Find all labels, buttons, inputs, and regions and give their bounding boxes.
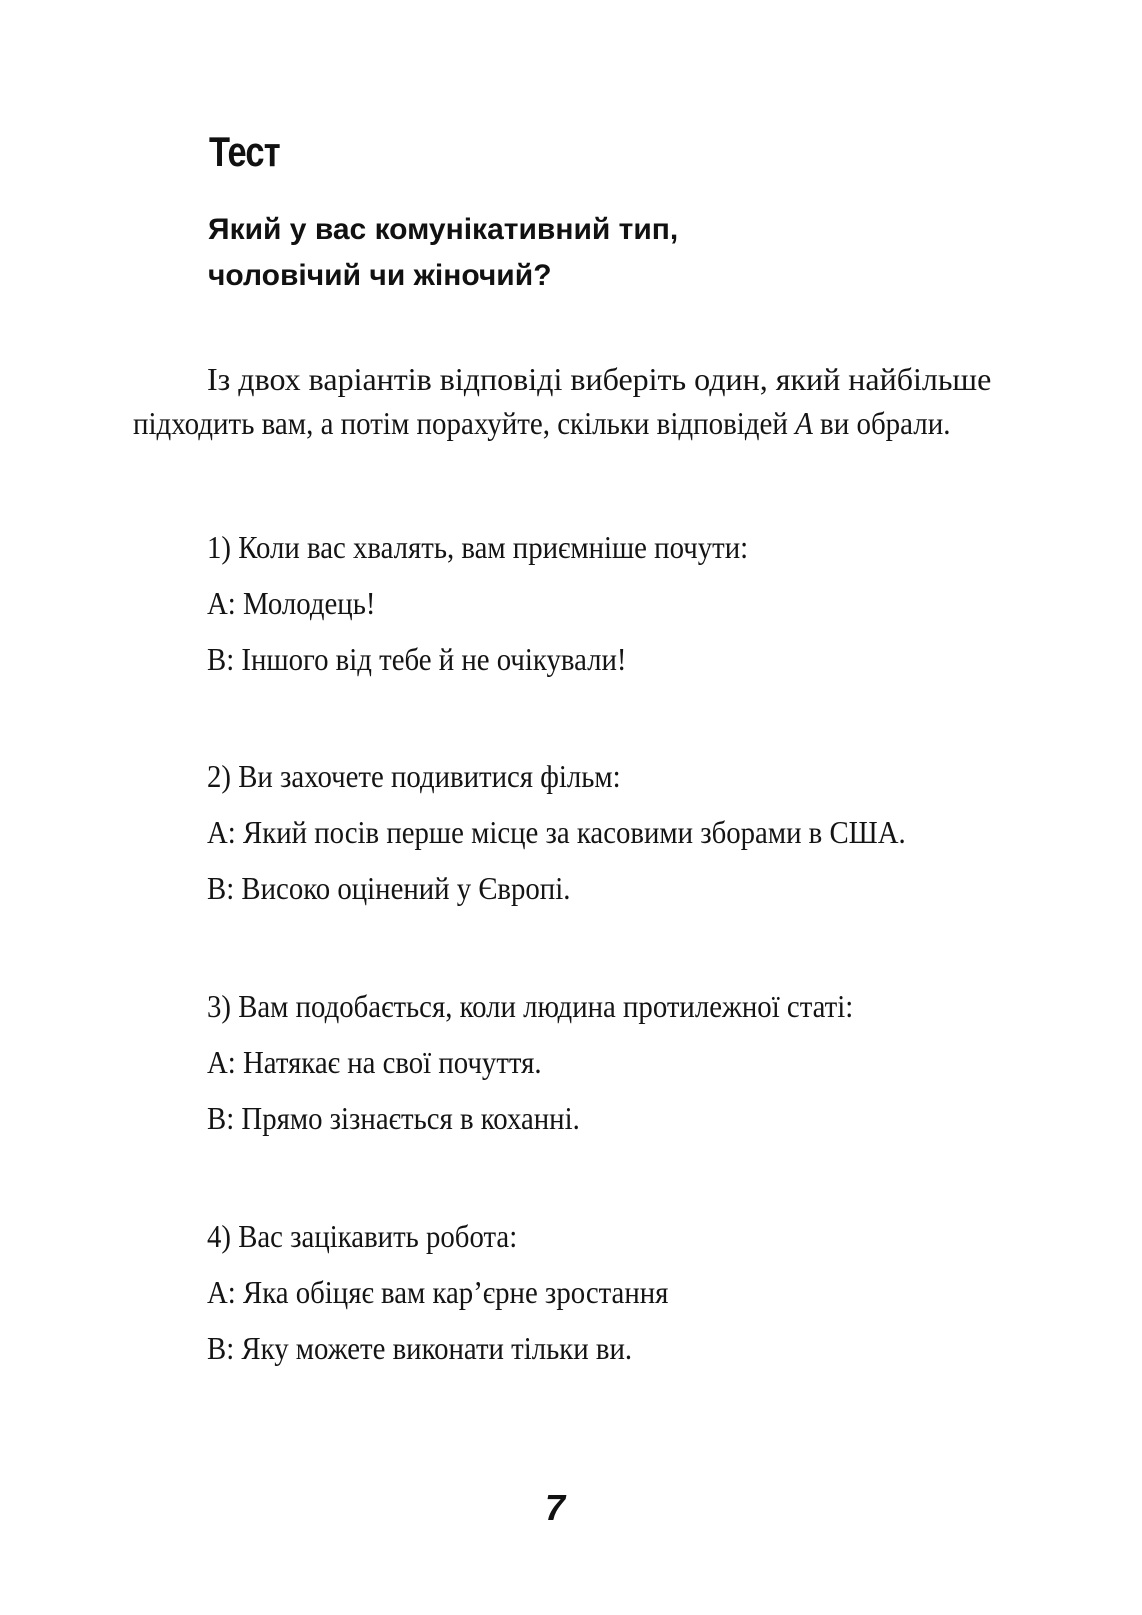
- instructions-line-2-start: підходить вам, а потім порахуйте, скільки відповідей: [133, 405, 796, 441]
- answer-letter-a: A: [795, 405, 813, 441]
- title-line-1: Який у вас комунікативний тип,: [208, 213, 679, 246]
- question-text: 2) Ви захочете подивитися фільм:: [207, 758, 621, 794]
- option-a: А: Який посів перше місце за касовими зборами в США.: [207, 814, 906, 850]
- option-b: В: Яку можете виконати тільки ви.: [207, 1330, 633, 1366]
- instructions-line-1: Із двох варіантів відповіді виберіть один, який найбільше: [207, 361, 992, 397]
- question-text: 1) Коли вас хвалять, вам приємніше почути:: [207, 529, 749, 565]
- instructions-line-2: [133, 405, 950, 442]
- option-a: А: Натякає на свої почуття.: [207, 1044, 542, 1080]
- question-text: 4) Вас зацікавить робота:: [207, 1218, 518, 1254]
- instructions-line-2-end: ви обрали.: [812, 405, 951, 441]
- option-a: А: Яка обіцяє вам кар’єрне зростання: [207, 1274, 669, 1310]
- page-number: 7: [544, 1487, 566, 1528]
- option-b: В: Прямо зізнається в коханні.: [207, 1100, 580, 1136]
- section-label: Тест: [209, 128, 280, 175]
- option-b: В: Високо оцінений у Європі.: [207, 870, 571, 906]
- title-line-2: чоловічий чи жіночий?: [208, 259, 552, 292]
- option-b: В: Іншого від тебе й не очікували!: [207, 641, 627, 677]
- question-text: 3) Вам подобається, коли людина протилежної статі:: [207, 988, 854, 1024]
- option-a: А: Молодець!: [207, 585, 376, 621]
- page-title: [208, 207, 908, 299]
